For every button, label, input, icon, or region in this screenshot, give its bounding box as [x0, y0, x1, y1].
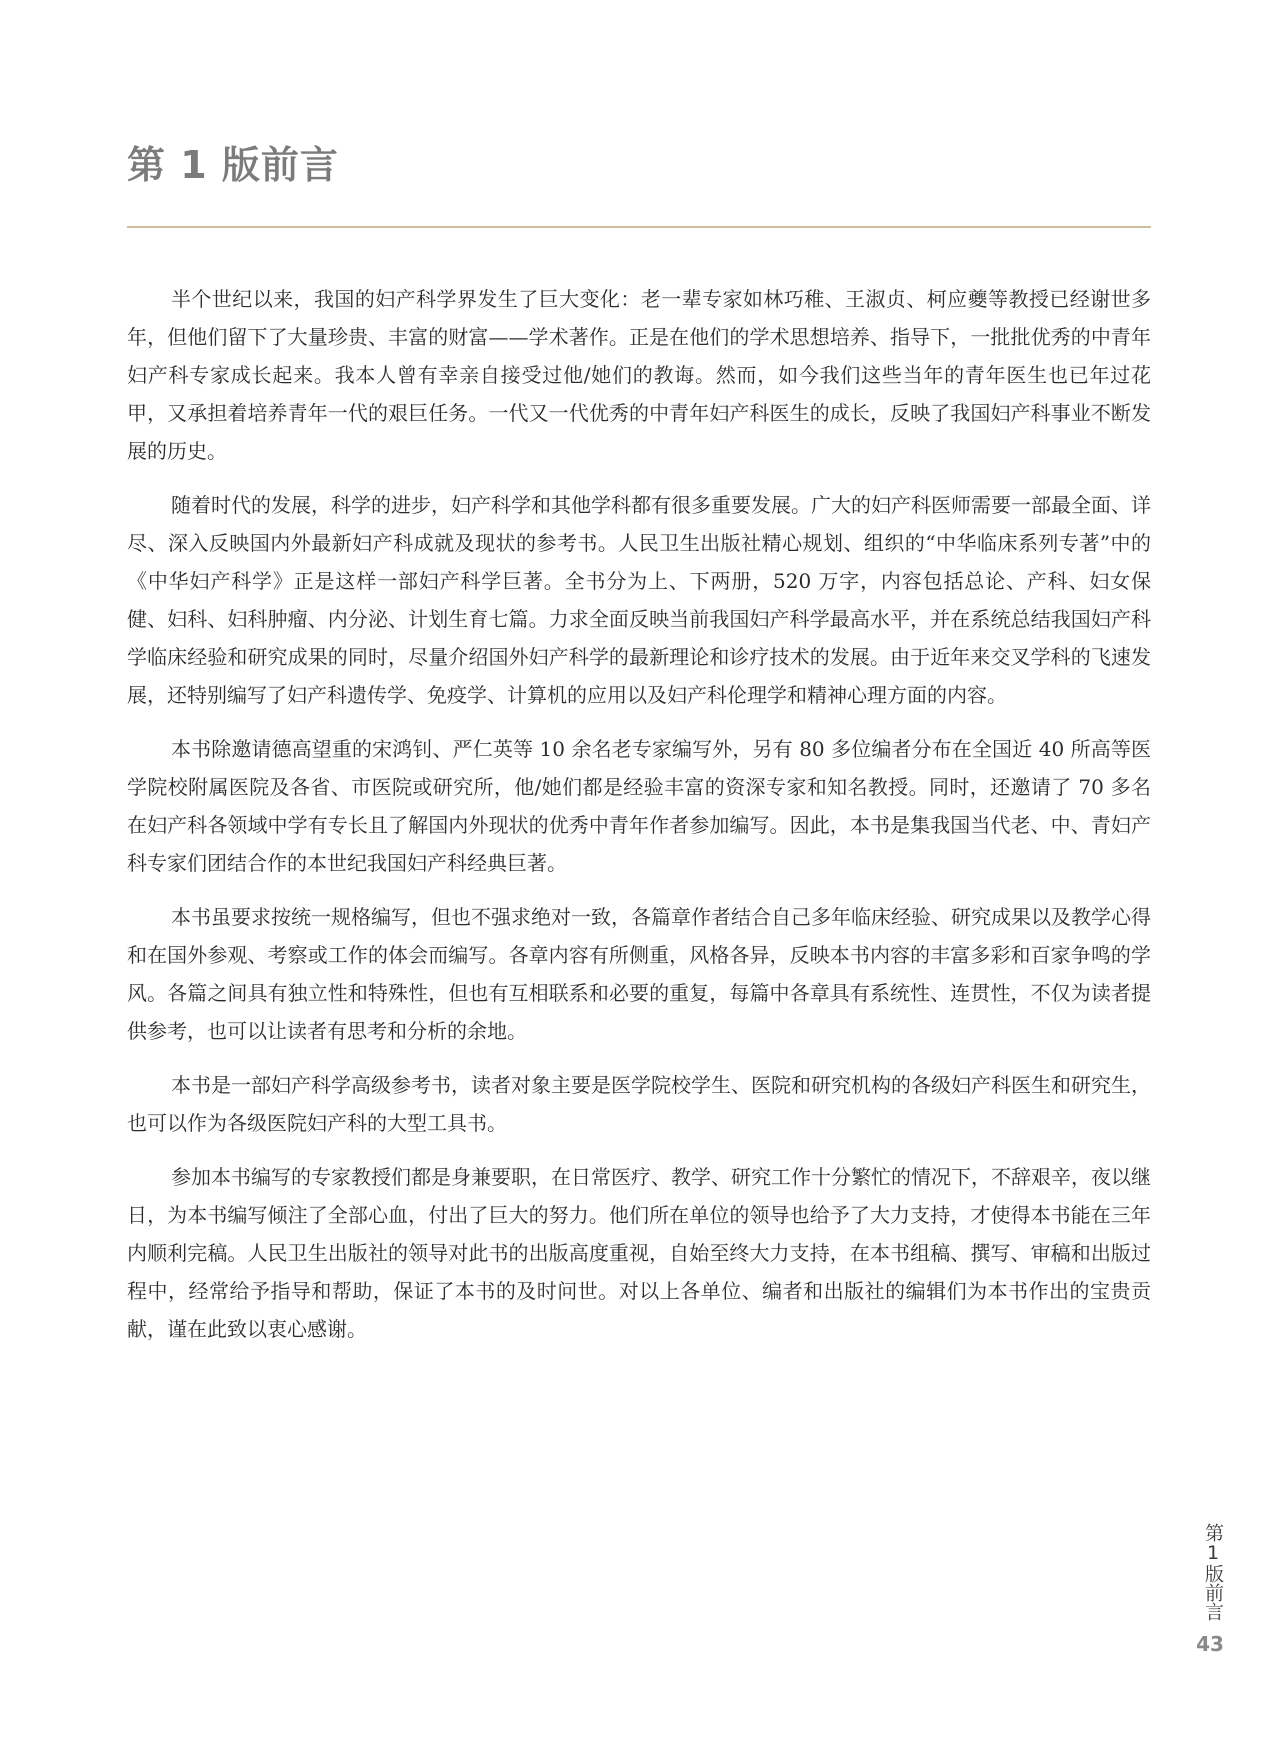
paragraph: 本书虽要求按统一规格编写，但也不强求绝对一致，各篇章作者结合自己多年临床经验、研究成果以及教学心得和在国外参观、考察或工作的体会而编写。各章内容有所侧重，风格各异，反映本书内容的丰富多彩和百家争鸣的学风。各篇之间具有独立性和特殊性，但也有互相联系和必要的重复，每篇中各章具有系统性、连贯性，不仅为读者提供参考，也可以让读者有思考和分析的余地。 — [127, 905, 1151, 1043]
paragraph: 参加本书编写的专家教授们都是身兼要职，在日常医疗、教学、研究工作十分繁忙的情况下，不辞艰辛，夜以继日，为本书编写倾注了全部心血，付出了巨大的努力。他们所在单位的领导也给予了大力支持，才使得本书能在三年内顺利完稿。人民卫生出版社的领导对此书的出版高度重视，自始至终大力支持，在本书组稿、撰写、审稿和出版过程中，经常给予指导和帮助，保证了本书的及时问世。对以上各单位、编者和出版社的编辑们为本书作出的宝贵贡献，谨在此致以衷心感谢。 — [127, 1165, 1151, 1341]
page-title: 第 1 版前言 — [127, 143, 339, 187]
paragraph: 本书是一部妇产科学高级参考书，读者对象主要是医学院校学生、医院和研究机构的各级妇产科医生和研究生，也可以作为各级医院妇产科的大型工具书。 — [127, 1073, 1151, 1135]
page-number: 43 — [1196, 1632, 1224, 1656]
body-text — [127, 280, 1151, 1364]
paragraph: 随着时代的发展，科学的进步，妇产科学和其他学科都有很多重要发展。广大的妇产科医师需要一部最全面、详尽、深入反映国内外最新妇产科成就及现状的参考书。人民卫生出版社精心规划、组织的“中华临床系列专著”中的《中华妇产科学》正是这样一部妇产科学巨著。全书分为上、下两册，520 万字，内容包括总论、产科、妇女保健、妇科、妇科肿瘤、内分泌、计划生育七篇。力求全面反映当前我国妇产科学最高水平，并在系统总结我国妇产科学临床经验和研究成果的同时，尽量介绍国外妇产科学的最新理论和诊疗技术的发展。由于近年来交叉学科的飞速发展，还特别编写了妇产科遗传学、免疫学、计算机的应用以及妇产科伦理学和精神心理方面的内容。 — [127, 493, 1151, 707]
section-side-label: 第1版前言 — [1202, 1523, 1224, 1621]
title-divider — [127, 226, 1151, 228]
paragraph: 半个世纪以来，我国的妇产科学界发生了巨大变化：老一辈专家如林巧稚、王淑贞、柯应夔等教授已经谢世多年，但他们留下了大量珍贵、丰富的财富——学术著作。正是在他们的学术思想培养、指导下，一批批优秀的中青年妇产科专家成长起来。我本人曾有幸亲自接受过他/她们的教诲。然而，如今我们这些当年的青年医生也已年过花甲，又承担着培养青年一代的艰巨任务。一代又一代优秀的中青年妇产科医生的成长，反映了我国妇产科事业不断发展的历史。 — [127, 287, 1151, 463]
paragraph: 本书除邀请德高望重的宋鸿钊、严仁英等 10 余名老专家编写外，另有 80 多位编者分布在全国近 40 所高等医学院校附属医院及各省、市医院或研究所，他/她们都是经验丰富的资深专家和知名教授。同时，还邀请了 70 多名在妇产科各领域中学有专长且了解国内外现状的优秀中青年作者参加编写。因此，本书是集我国当代老、中、青妇产科专家们团结合作的本世纪我国妇产科经典巨著。 — [127, 737, 1151, 875]
